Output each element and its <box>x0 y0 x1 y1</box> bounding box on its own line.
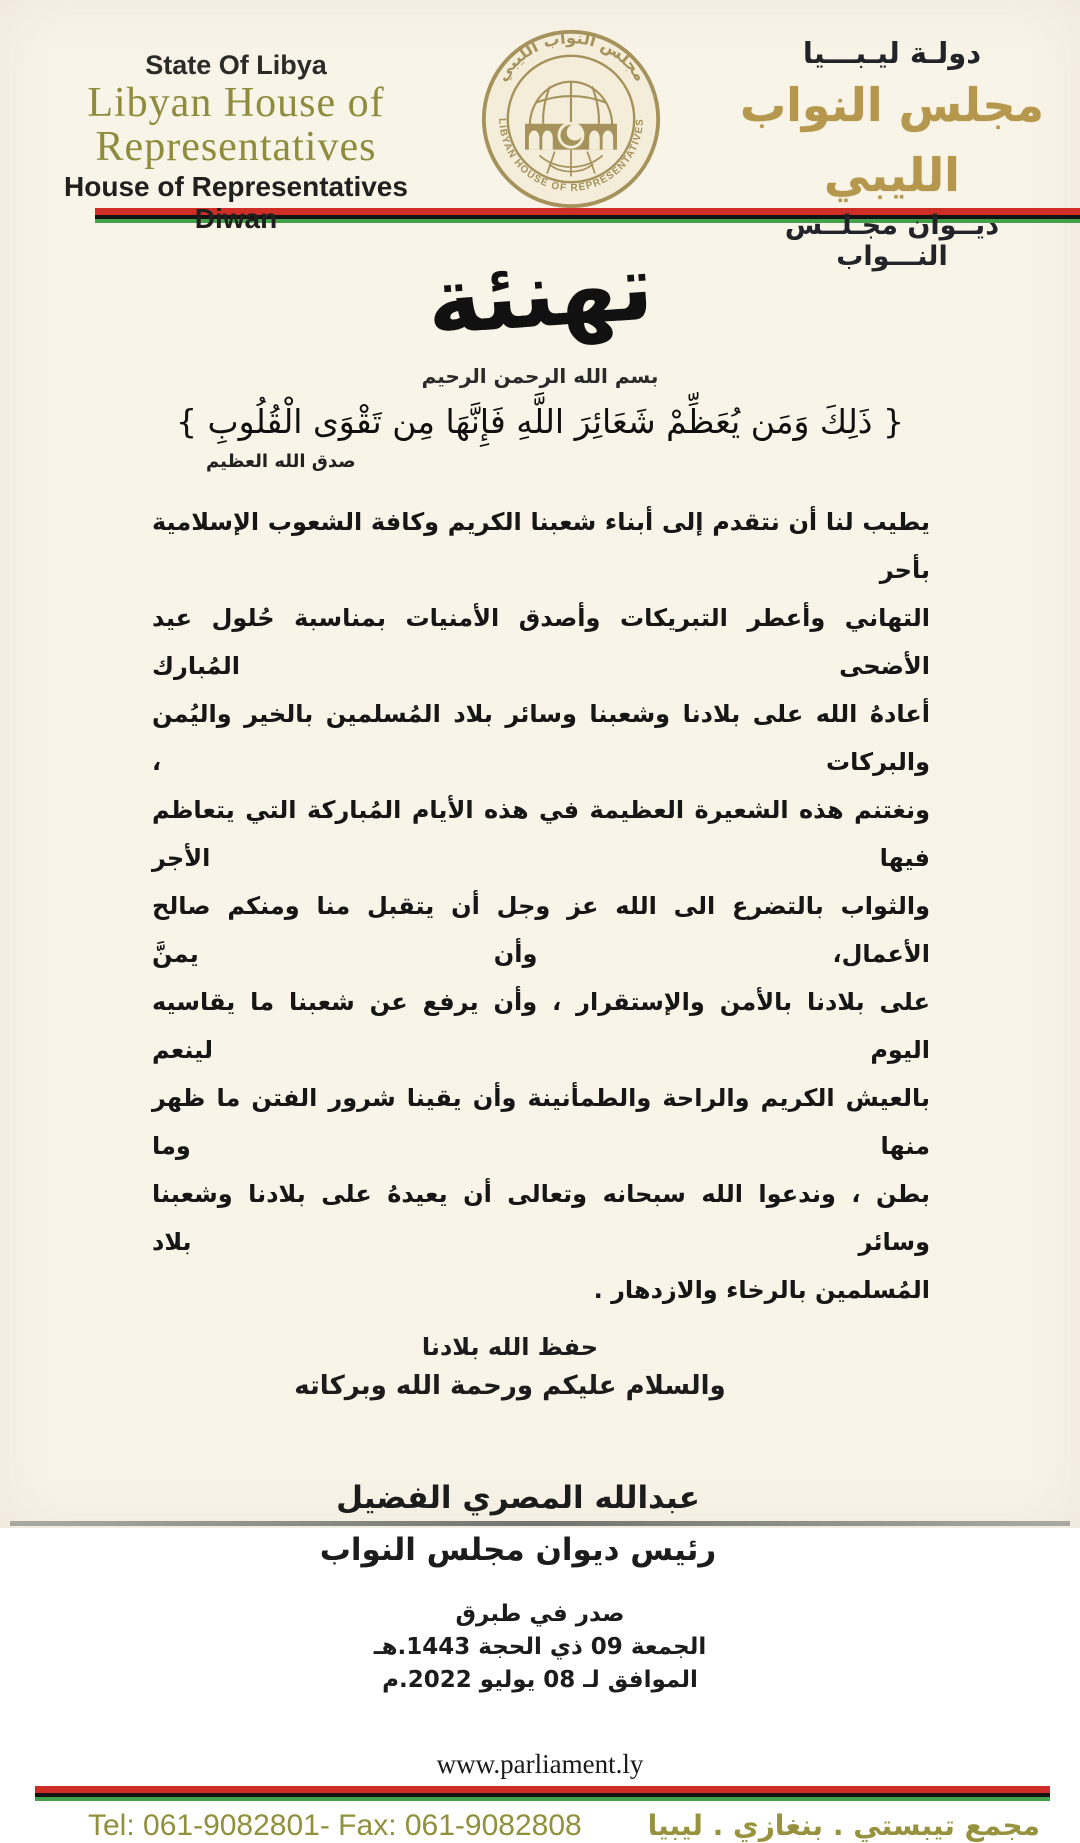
state-of-libya-en: State Of Libya <box>145 50 327 80</box>
issued-block <box>0 1598 1080 1697</box>
closing-line-1: حفظ الله بلادنا <box>421 1333 599 1361</box>
scan-edge-artifact <box>10 1521 1070 1526</box>
signature-title: رئيس ديوان مجلس النواب <box>319 1532 717 1568</box>
body-line: أعادهُ الله على بلادنا وشعبنا وسائر بلاد المُسلمين بالخير واليُمن والبركات ، <box>152 700 930 776</box>
signature-name: عبدالله المصري الفضيل <box>336 1480 700 1516</box>
body-line: بطن ، وندعوا الله سبحانه وتعالى أن يعيدهُ على بلادنا وشعبنا وسائر بلاد <box>152 1180 930 1256</box>
seal-top-arabic-text: مجلس النواب الليبي <box>492 28 651 85</box>
issued-place: صدر في طبرق <box>455 1601 625 1627</box>
issued-date-hijri: الجمعة 09 ذي الحجة 1443.هـ <box>373 1634 707 1660</box>
letterhead-english-block <box>62 50 410 235</box>
website-url: www.parliament.ly <box>436 1749 644 1779</box>
body-line: يطيب لنا أن نتقدم إلى أبناء شعبنا الكريم وكافة الشعوب الإسلامية بأحر <box>152 508 930 584</box>
letter-title-calligraphy: تهنئة <box>423 233 657 356</box>
sadaqa-allah-text: صدق الله العظيم <box>206 451 356 472</box>
seal-bottom-english-text: LIBYAN HOUSE OF REPRESENTATIVES <box>496 117 646 194</box>
state-of-libya-ar: دولـة ليـبـــيا <box>802 36 982 70</box>
house-name-ar-calligraphy: مجلس النواب الليبي <box>739 78 1045 202</box>
body-line: والثواب بالتضرع الى الله عز وجل أن يتقبل منا ومنكم صالح الأعمال، وأن يمنَّ <box>152 892 930 968</box>
footer-address: مجمع تيبستي . بنغازي . ليبيا <box>647 1809 1040 1842</box>
closing-block <box>0 1328 1050 1406</box>
diwan-ar: ديــوان مجـلــس النـــواب <box>784 210 1000 272</box>
parliament-seal-icon <box>480 28 662 210</box>
basmala-calligraphy: بسم الله الرحمن الرحيم <box>421 364 659 388</box>
footer-contact-row <box>0 1801 1080 1843</box>
quran-verse: { ذَلِكَ وَمَن يُعَظِّمْ شَعَائِرَ اللَّهِ فَإِنَّهَا مِن تَقْوَى الْقُلُوبِ } <box>176 402 904 441</box>
letterhead <box>0 0 1080 272</box>
issued-date-gregorian: الموافق لـ 08 يوليو 2022.م <box>382 1667 698 1693</box>
diwan-en: House of Representatives Diwan <box>64 171 408 234</box>
body-line: المُسلمين بالرخاء والازدهار . <box>593 1276 930 1304</box>
letter-body <box>152 498 930 1314</box>
parliament-seal <box>471 28 671 210</box>
body-line: التهاني وأعطر التبريكات وأصدق الأمنيات بمناسبة حُلول عيد الأضحى المُبارك <box>152 604 930 680</box>
body-line: ونغتنم هذه الشعيرة العظيمة في هذه الأيام المُباركة التي يتعاظم فيها الأجر <box>152 796 930 872</box>
flag-stripe-bottom <box>35 1786 1050 1801</box>
body-line: على بلادنا بالأمن والإستقرار ، وأن يرفع عن شعبنا ما يقاسيه اليوم لينعم <box>152 988 930 1064</box>
house-name-en-line2: Representatives <box>95 124 377 170</box>
house-name-en-line1: Libyan House of <box>87 80 385 126</box>
closing-line-2: والسلام عليكم ورحمة الله وبركاته <box>294 1371 726 1401</box>
body-line: بالعيش الكريم والراحة والطمأنينة وأن يقينا شرور الفتن ما ظهر منها وما <box>152 1084 930 1160</box>
crescent-icon <box>558 122 585 149</box>
footer-tel-fax: Tel: 061-9082801- Fax: 061-9082808 <box>88 1809 582 1842</box>
